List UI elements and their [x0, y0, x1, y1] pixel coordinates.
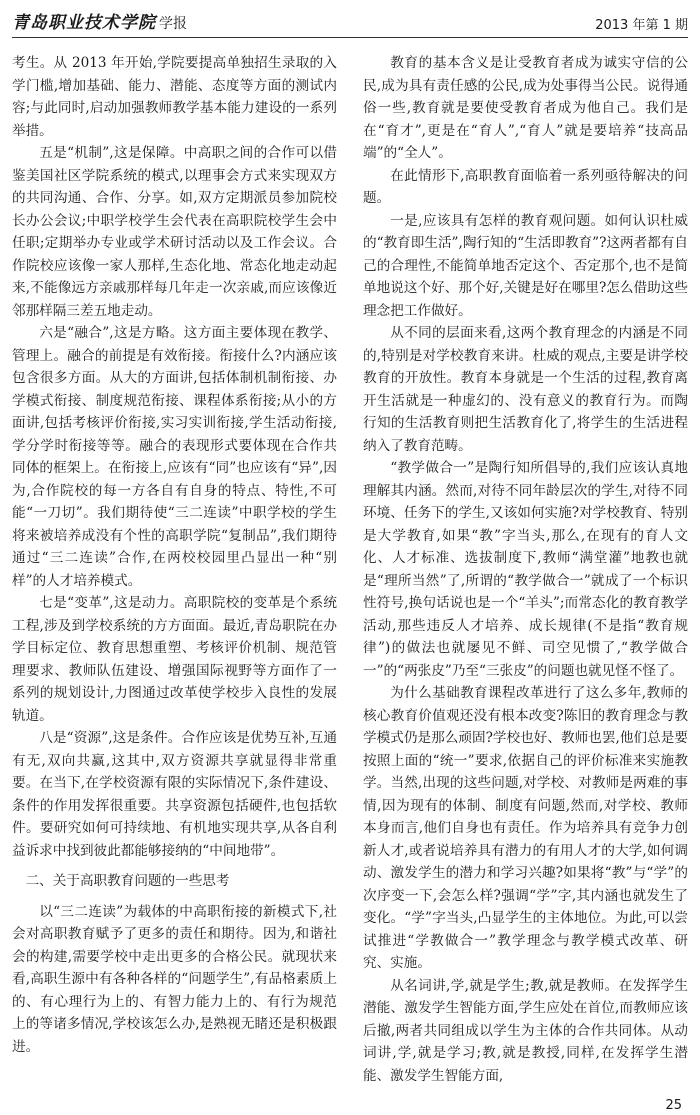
- journal-suffix: 学报: [159, 16, 187, 32]
- paragraph: 六是“融合”,这是方略。这方面主要体现在教学、管理上。融合的前提是有效衔接。衔接什么?内涵应该包含很多方面。从大的方面讲,包括体制机制衔接、办学模式衔接、制度规范衔接、课程体系衔接;从小的方面讲,包括考核评价衔接,实习实训衔接,学生活动衔接,学分学时衔接等等。融合的表现形式要体现在合作共同体的框架上。在衔接上,应该有“同”也应该有“异”,因为,合作院校的每一方各自有自身的特点、特性,不可能“一刀切”。我们期待使“三二连读”中职学校的学生将来被培养成没有个性的高职学院“复制品”,我们期待通过“三二连读”合作,在两校校园里凸显出一种“别样”的人才培养模式。: [12, 325, 337, 589]
- paragraph: 从不同的层面来看,这两个教育理念的内涵是不同的,特别是对学校教育来讲。杜威的观点,主要是讲学校教育的开放性。教育本身就是一个生活的过程,教育离开生活就是一种虚幻的、没有意义的教育行为。而陶行知的生活教育则把生活教育化了,将学生的生活进程纳入了教育范畴。: [363, 325, 688, 454]
- paragraph: “教学做合一”是陶行知所倡导的,我们应该认真地理解其内涵。然而,对待不同年龄层次的学生,对待不同环境、任务下的学生,又该如何实施?对学校教育、特别是大学教育,如果“教”字当头,那么,在现有的育人文化、人才标准、选拔制度下,教师“满堂灌”地教也就是“理所当然”了,所谓的“教学做合一”就成了一个标识性符号,换句话说也是一个“羊头”;而常态化的教育教学活动,那些违反人才培养、成长规律(不是指“教育规律”)的做法也就屡见不鲜、司空见惯了,“教学做合一”的“两张皮”乃至“三张皮”的问题也就见怪不怪了。: [363, 460, 688, 679]
- paragraph: 八是“资源”,这是条件。合作应该是优势互补,互通有无,双向共赢,这其中,双方资源共享就显得非常重要。在当下,在学校资源有限的实际情况下,条件建设、条件的作用发挥很重要。共享资源包括硬件,也包括软件。要研究如何可持续地、有机地实现共享,从各自利益诉求中找到彼此都能够接纳的“中间地带”。: [12, 730, 337, 859]
- right-column: [363, 52, 688, 1097]
- left-column: [12, 52, 337, 1097]
- paragraph: 一是,应该具有怎样的教育观问题。如何认识杜威的“教育即生活”,陶行知的“生活即教育”?这两者都有自己的合理性,不能简单地否定这个、否定那个,也不是简单地说这个好、那个好,关键是好在哪里?怎么借助这些理念把工作做好。: [363, 212, 688, 319]
- issue-label: 2013 年第 1 期: [595, 18, 688, 33]
- paragraph: 七是“变革”,这是动力。高职院校的变革是个系统工程,涉及到学校系统的方方面面。最近,青岛职院在办学目标定位、教育思想重塑、考核评价机制、规范管理要求、教师队伍建设、增强国际视野等方面作了一系列的规划设计,力图通过改革使学校步入良性的发展轨道。: [12, 595, 337, 724]
- school-name: 青岛职业技术学院: [12, 13, 156, 33]
- paragraph: 从名词讲,学,就是学生;教,就是教师。在发挥学生潜能、激发学生智能方面,学生应处在首位,而教师应该后撤,两者共同组成以学生为主体的合作共同体。从动词讲,学,就是学习;教,就是教授,同样,在发挥学生潜能、激发学生智能方面,: [363, 977, 688, 1084]
- section-heading: 二、关于高职教育问题的一些思考: [25, 873, 230, 889]
- page-number: 25: [665, 1098, 682, 1113]
- paragraph: 在此情形下,高职教育面临着一系列亟待解决的问题。: [363, 167, 688, 206]
- paragraph: 五是“机制”,这是保障。中高职之间的合作可以借鉴美国社区学院系统的模式,以理事会方式来实现双方的共同沟通、合作、分享。如,双方定期派员参加院校长办公会议;中职学校学生会代表在高职院校学生会中任职;定期举办专业或学术研讨活动以及工作会议。合作院校应该像一家人那样,生态化地、常态化地走动起来,不能像远方亲戚那样每几年走一次亲戚,而应该像近邻那样隔三差五地走动。: [12, 145, 337, 319]
- running-header: [12, 10, 688, 38]
- paragraph: 以“三二连读”为载体的中高职衔接的新模式下,社会对高职教育赋予了更多的责任和期待。因为,和谐社会的构建,需要学校中走出更多的合格公民。就现状来看,高职生源中有各种各样的“问题学生”,有品格素质上的、有心理行为上的、有智力能力上的、有行为规范上的等诸多情况,学校该怎么办,是熟视无睹还是积极跟进。: [12, 903, 337, 1055]
- paragraph: 教育的基本含义是让受教育者成为诚实守信的公民,成为具有责任感的公民,成为处事得当公民。说得通俗一些,教育就是要使受教育者成为他自己。我们是在“育才”,更是在“育人”,“育人”就是要培养“技高品端”的“全人”。: [363, 55, 688, 161]
- paragraph: 考生。从 2013 年开始,学院要提高单独招生录取的入学门槛,增加基础、能力、潜能、态度等方面的测试内容;与此同时,启动加强教师教学基本能力建设的一系列举措。: [12, 55, 337, 139]
- paragraph: 为什么基础教育课程改革进行了这么多年,教师的核心教育价值观还没有根本改变?陈旧的教育理念与教学模式仍是那么顽固?学校也好、教师也罢,他们总是要按照上面的“统一”要求,依据自己的评价标准来实施教学。当然,出现的这些问题,对学校、对教师是两难的事情,因为现有的体制、制度有问题,然而,对学校、教师本身而言,他们自身也有责任。作为培养具有竞争力创新人才,或者说培养具有潜力的有用人才的大学,如何调动、激发学生的潜力和学习兴趣?如果将“教”与“学”的次序变一下,会怎么样?强调“学”字,其内涵也就发生了变化。“学”字当头,凸显学生的主体地位。为此,可以尝试推进“学教做合一”教学理念与教学模式改革、研究、实施。: [363, 685, 688, 971]
